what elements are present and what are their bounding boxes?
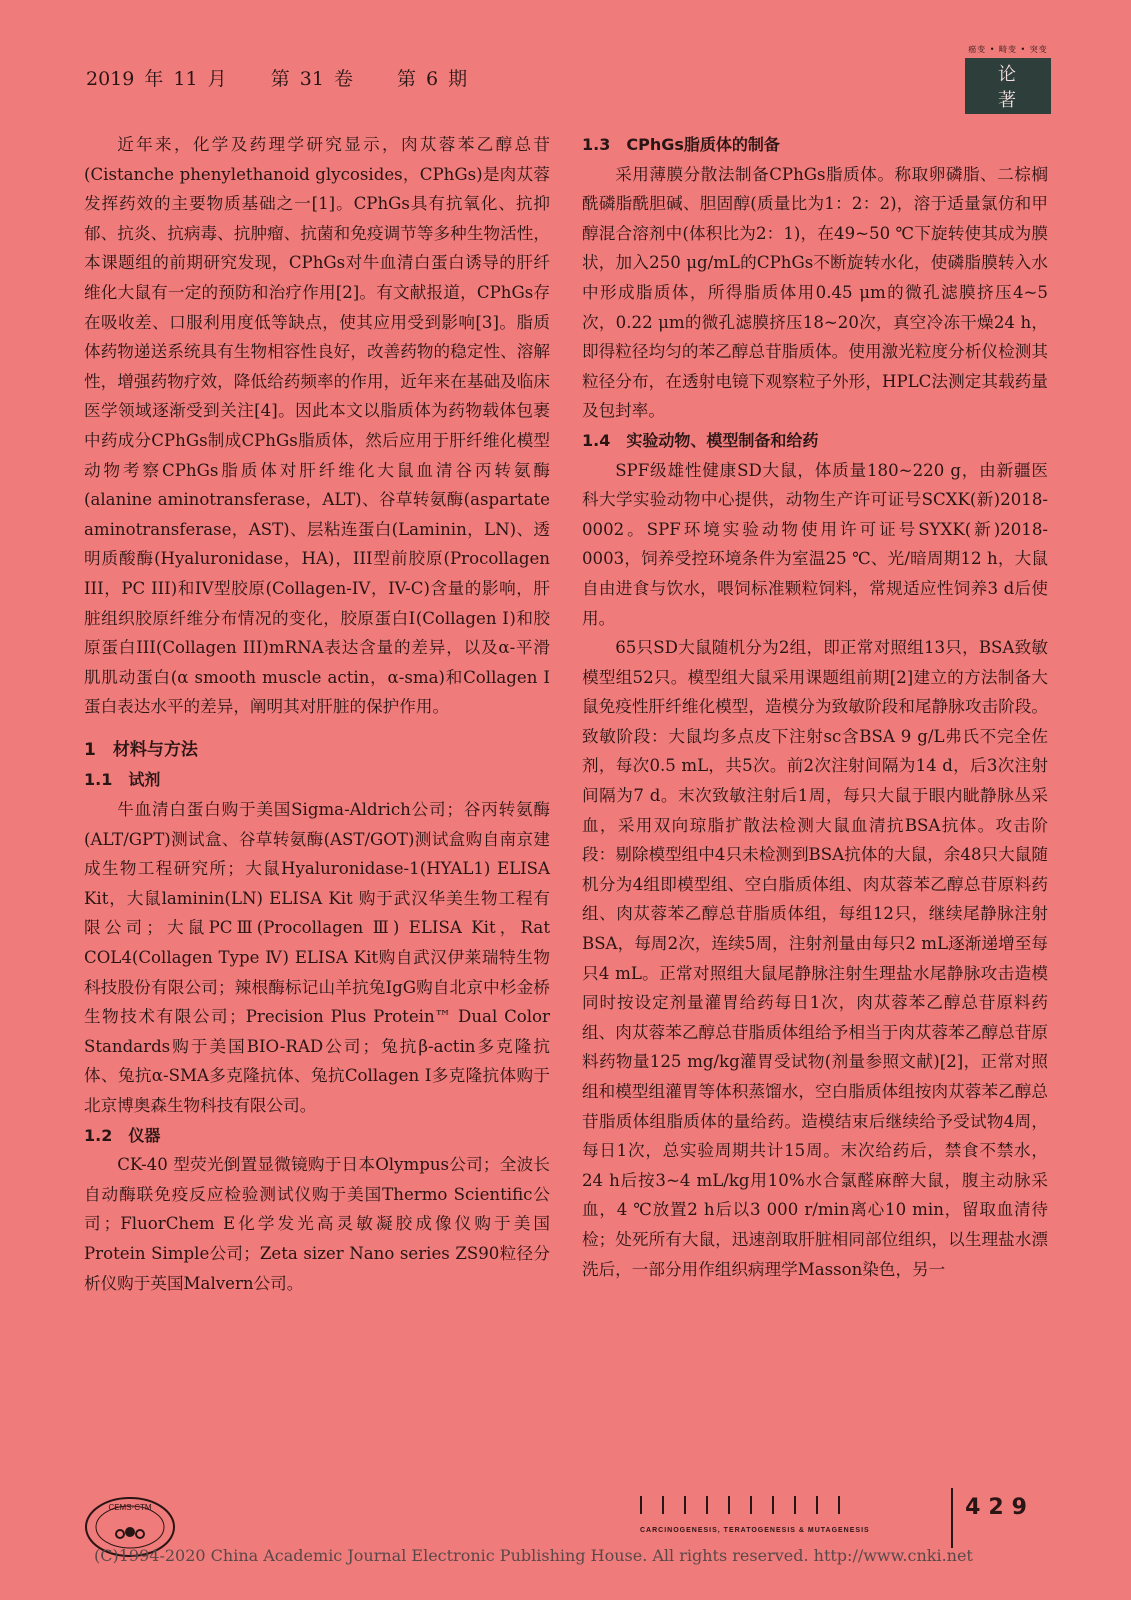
section-1-1-text: 牛血清白蛋白购于美国Sigma-Aldrich公司；谷丙转氨酶(ALT/GPT)测试盒、谷草转氨酶(AST/GOT)测试盒购自南京建成生物工程研究所；大鼠Hyaluronidase-1(HYAL1) ELISA Kit，大鼠laminin(LN) ELISA Kit 购于武汉华美生物工程有限公司；大鼠PCⅢ(Procollagen Ⅲ) ELISA Kit，Rat COL4(Collagen Type Ⅳ) ELISA Kit购自武汉伊莱瑞特生物科技股份有限公司；辣根酶标记山羊抗兔IgG购自北京中杉金桥生物技术有限公司；Precision Plus Protein™ Dual Color Standards购于美国BIO-RAD公司；兔抗β-actin多克隆抗体、兔抗α-SMA多克隆抗体、兔抗Collagen Ⅰ多克隆抗体购于北京博奥森生物科技有限公司。 [84, 800, 550, 1115]
journal-small-title: 癌变 • 畸变 • 突变 [968, 45, 1048, 54]
header-issue: 第 6 期 [397, 68, 468, 90]
right-column [582, 130, 1048, 1284]
footer-journal-line: CARCINOGENESIS, TERATOGENESIS & MUTAGENESIS [640, 1527, 870, 1534]
logo-text: CEMS·CTM [108, 1503, 152, 1512]
page-number: 429 [951, 1488, 1035, 1548]
copyright-notice: (C)1994-2020 China Academic Journal Electronic Publishing House. All rights reserved. http://www.cnki.net [94, 1546, 973, 1565]
section-1-heading: 1 材料与方法 [84, 739, 198, 760]
footer-decor-bars [640, 1496, 852, 1518]
header-volume: 第 31 卷 [270, 68, 353, 90]
section-1-2-heading: 1.2 仪器 [84, 1125, 161, 1145]
section-1-4-text-2: 65只SD大鼠随机分为2组，即正常对照组13只，BSA致敏模型组52只。模型组大鼠采用课题组前期[2]建立的方法制备大鼠免疫性肝纤维化模型，造模分为致敏阶段和尾静脉攻击阶段。致敏阶段：大鼠均多点皮下注射sc含BSA 9 g/L弗氏不完全佐剂，每次0.5 mL，共5次。前2次注射间隔为14 d，后3次注射间隔为7 d。末次致敏注射后1周，每只大鼠于眼内眦静脉丛采血，采用双向琼脂扩散法检测大鼠血清抗BSA抗体。攻击阶段：剔除模型组中4只未检测到BSA抗体的大鼠，余48只大鼠随机分为4组即模型组、空白脂质体组、肉苁蓉苯乙醇总苷原料药组、肉苁蓉苯乙醇总苷脂质体组，每组12只，继续尾静脉注射BSA，每周2次，连续5周，注射剂量由每只2 mL逐渐递增至每只4 mL。正常对照组大鼠尾静脉注射生理盐水尾静脉攻击造模同时按设定剂量灌胃给药每日1次，肉苁蓉苯乙醇总苷原料药组、肉苁蓉苯乙醇总苷脂质体组给予相当于肉苁蓉苯乙醇总苷原料药物量125 mg/kg灌胃受试物(剂量参照文献)[2]，正常对照组和模型组灌胃等体积蒸馏水，空白脂质体组按肉苁蓉苯乙醇总苷脂质体组脂质体的量给药。造模结束后继续给予受试物4周，每日1次，总实验周期共计15周。末次给药后，禁食不禁水，24 h后按3~4 mL/kg用10%水合氯醛麻醉大鼠，腹主动脉采血，4 ℃放置2 h后以3 000 r/min离心10 min，留取血清待检；处死所有大鼠，迅速剖取肝脏相同部位组织，以生理盐水漂洗后，一部分用作组织病理学Masson染色，另一 [582, 638, 1048, 1279]
section-1-1-heading: 1.1 试剂 [84, 770, 161, 790]
section-1-4-text-1: SPF级雄性健康SD大鼠，体质量180~220 g，由新疆医科大学实验动物中心提供，动物生产许可证号SCXK(新)2018-0002。SPF环境实验动物使用许可证号SYXK(新)2018-0003，饲养受控环境条件为室温25 ℃、光/暗周期12 h，大鼠自由进食与饮水，喂饲标准颗粒饲料，常规适应性饲养3 d后使用。 [582, 460, 1048, 628]
section-1-3-heading: 1.3 CPhGs脂质体的制备 [582, 135, 780, 154]
left-column [84, 130, 550, 1298]
section-label: 论 著 [965, 58, 1051, 114]
section-1-3-text: 采用薄膜分散法制备CPhGs脂质体。称取卵磷脂、二棕榈酰磷脂酰胆碱、胆固醇(质量比为1：2：2)，溶于适量氯仿和甲醇混合溶剂中(体积比为2：1)，在49~50 ℃下旋转使其成为膜状，加入250 μg/mL的CPhGs不断旋转水化，使磷脂膜转入水中形成脂质体，所得脂质体用0.45 μm的微孔滤膜挤压4~5次，0.22 μm的微孔滤膜挤压18~20次，真空冷冻干燥24 h，即得粒径均匀的苯乙醇总苷脂质体。使用激光粒度分析仪检测其粒径分布，在透射电镜下观察粒子外形，HPLC法测定其载药量及包封率。 [582, 164, 1048, 421]
section-1-4-heading: 1.4 实验动物、模型制备和给药 [582, 430, 819, 450]
header-date [86, 64, 501, 91]
journal-tag [965, 44, 1054, 114]
intro-paragraph: 近年来，化学及药理学研究显示，肉苁蓉苯乙醇总苷(Cistanche phenylethanoid glycosides，CPhGs)是肉苁蓉发挥药效的主要物质基础之一[1]。CPhGs具有抗氧化、抗抑郁、抗炎、抗病毒、抗肿瘤、抗菌和免疫调节等多种生物活性，本课题组的前期研究发现，CPhGs对牛血清白蛋白诱导的肝纤维化大鼠有一定的预防和治疗作用[2]。有文献报道，CPhGs存在吸收差、口服利用度低等缺点，使其应用受到影响[3]。脂质体药物递送系统具有生物相容性良好，改善药物的稳定性、溶解性，增强药物疗效，降低给药频率的作用，近年来在基础及临床医学领域逐渐受到关注[4]。因此本文以脂质体为药物载体包裹中药成分CPhGs制成CPhGs脂质体，然后应用于肝纤维化模型动物考察CPhGs脂质体对肝纤维化大鼠血清谷丙转氨酶(alanine aminotransferase，ALT)、谷草转氨酶(aspartate aminotransferase，AST)、层粘连蛋白(Laminin，LN)、透明质酸酶(Hyaluronidase，HA)，III型前胶原(Procollagen III，PC III)和IV型胶原(Collagen-IV，IV-C)含量的影响，肝脏组织胶原纤维分布情况的变化，胶原蛋白Ⅰ(Collagen Ⅰ)和胶原蛋白III(Collagen III)mRNA表达含量的差异，以及α-平滑肌肌动蛋白(α smooth muscle actin，α-sma)和Collagen Ⅰ蛋白表达水平的差异，阐明其对肝脏的保护作用。 [84, 135, 550, 717]
header-year-month: 2019 年 11 月 [86, 68, 227, 90]
section-1-2-text: CK-40 型荧光倒置显微镜购于日本Olympus公司；全波长自动酶联免疫反应检验测试仪购于美国Thermo Scientific公司；FluorChem E化学发光高灵敏凝胶成像仪购于美国Protein Simple公司；Zeta sizer Nano series ZS90粒径分析仪购于英国Malvern公司。 [84, 1155, 550, 1293]
